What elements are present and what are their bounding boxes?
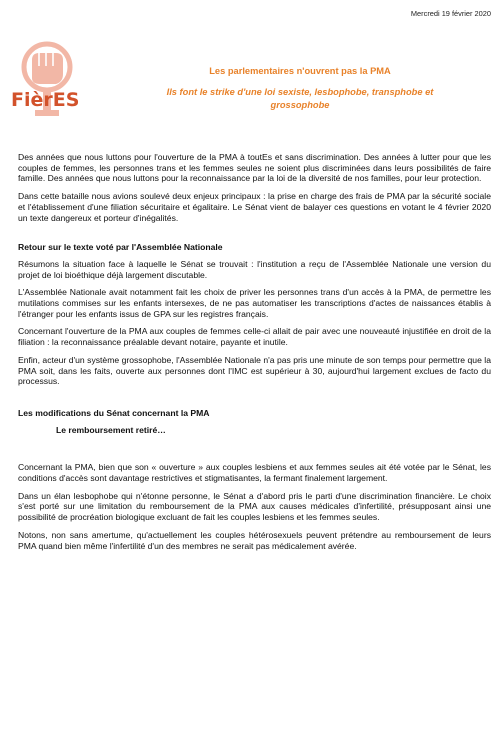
subtitle-line-2: grossophobe: [270, 99, 330, 110]
section-subheading-remboursement: Le remboursement retiré…: [56, 424, 166, 435]
document-date: Mercredi 19 février 2020: [410, 9, 491, 18]
document-subtitle: [100, 86, 500, 111]
section2-paragraph-2: Dans un élan lesbophobe qui n'étonne personne, le Sénat a d'abord pris le parti d'une discrimination financière. Le choix s'est porté sur une limitation du remboursement de la PMA aux causes médicales d'infertilité, présupposant ainsi une possibilité de procréation biologique excluant de fait les couples lesbiens et les femmes seules.: [18, 490, 491, 523]
intro-paragraph-2: Dans cette bataille nous avions soulevé deux enjeux principaux : la prise en charge des frais de PMA par la sécurité sociale et l'établissement d'une filiation sécuritaire et égalitaire. Le Sénat vient de balayer ces questions en votant le 4 février 2020 un texte dangereux et porteur d'inégalités.: [18, 191, 491, 223]
section2-paragraph-1: Concernant la PMA, bien que son « ouverture » aux couples lesbiens et aux femmes seules ait été votée par le Sénat, les conditions d'accès sont davantage restrictives et stigmatisantes, la fermant finalement largement.: [18, 462, 491, 484]
fieres-logo: [10, 40, 88, 124]
fist-venus-icon: [10, 40, 88, 124]
section1-paragraph-4: Enfin, acteur d'un système grossophobe, l'Assemblée Nationale n'a pas pris une minute de son temps pour permettre que la PMA soit, dans les faits, ouverte aux personnes dont l'IMC est supérieur à 30, aujourd'hui largement exclues de facto du processus.: [18, 354, 491, 387]
section1-paragraph-3: Concernant l'ouverture de la PMA aux couples de femmes celle-ci allait de pair avec une nouveauté injustifiée en droit de la filiation : la reconnaissance préalable devant notaire, payante et inutile.: [18, 326, 491, 348]
section1-paragraph-1: Résumons la situation face à laquelle le Sénat se trouvait : l'institution a reçu de l'Assemblée Nationale une version du projet de loi bioéthique déjà largement discutable.: [18, 258, 491, 280]
section-heading-senat: Les modifications du Sénat concernant la PMA: [18, 407, 210, 418]
document-title: Les parlementaires n'ouvrent pas la PMA: [209, 66, 391, 76]
article-body: [18, 152, 491, 558]
section-heading-assemblee: Retour sur le texte voté par l'Assemblée Nationale: [18, 242, 223, 253]
subtitle-line-1: Ils font le strike d'une loi sexiste, lesbophobe, transphobe et: [166, 87, 434, 97]
section2-paragraph-3: Notons, non sans amertume, qu'actuellement les couples hétérosexuels peuvent prétendre au remboursement de leurs PMA quand bien même l'infertilité d'un des membres ne serait pas médicalement avérée.: [18, 529, 491, 551]
intro-paragraph-1: Des années que nous luttons pour l'ouverture de la PMA à toutEs et sans discrimination. Des années à lutter pour que les couples de femmes, les personnes trans et les femmes seules ne soient plus discriminées dans leurs possibilités de faire famille. Des années que nous luttons pour la reconnaissance par la loi de la diversité de nos familles, pour leur protection.: [18, 152, 491, 184]
section1-paragraph-2: L'Assemblée Nationale avait notamment fait les choix de priver les personnes trans d'un accès à la PMA, de permettre les mutilations commises sur les enfants intersexes, de ne pas automatiser les transcriptions d'actes de naissances établis à l'étranger pour les enfants issus de GPA sur les registres français.: [18, 287, 491, 319]
logo-wordmark: FièrES: [11, 89, 80, 111]
